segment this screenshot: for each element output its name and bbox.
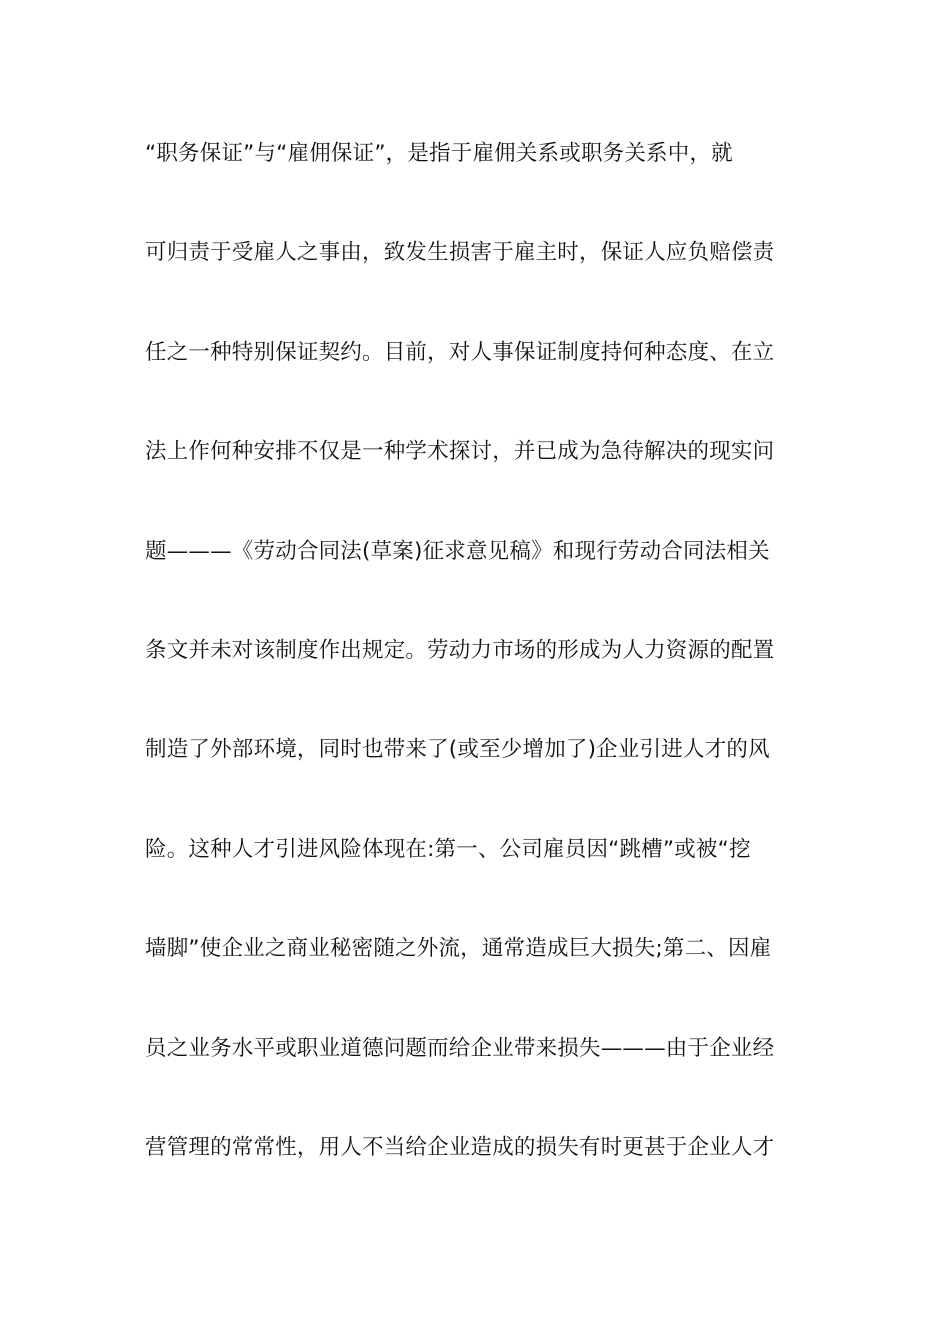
text-line: 法上作何种安排不仅是一种学术探讨，并已成为急待解决的现实问 <box>145 439 775 464</box>
text-line: 墙脚”使企业之商业秘密随之外流，通常造成巨大损失;第二、因雇 <box>145 936 772 961</box>
text-line: 可归责于受雇人之事由，致发生损害于雇主时，保证人应负赔偿责 <box>145 240 775 265</box>
text-line: 制造了外部环境，同时也带来了(或至少增加了)企业引进人才的风 <box>145 737 770 762</box>
text-line: 任之一种特别保证契约。目前，对人事保证制度持何种态度、在立 <box>145 340 775 365</box>
text-line: 险。这种人才引进风险体现在:第一、公司雇员因“跳槽”或被“挖 <box>145 837 751 862</box>
text-line: 员之业务水平或职业道德问题而给企业带来损失———由于企业经 <box>145 1036 775 1061</box>
text-line: 条文并未对该制度作出规定。劳动力市场的形成为人力资源的配置 <box>145 638 775 663</box>
text-line: “职务保证”与“雇佣保证”，是指于雇佣关系或职务关系中，就 <box>145 141 733 166</box>
text-line: 营管理的常常性，用人不当给企业造成的损失有时更甚于企业人才 <box>145 1135 775 1160</box>
text-line: 题———《劳动合同法(草案)征求意见稿》和现行劳动合同法相关 <box>145 539 770 564</box>
